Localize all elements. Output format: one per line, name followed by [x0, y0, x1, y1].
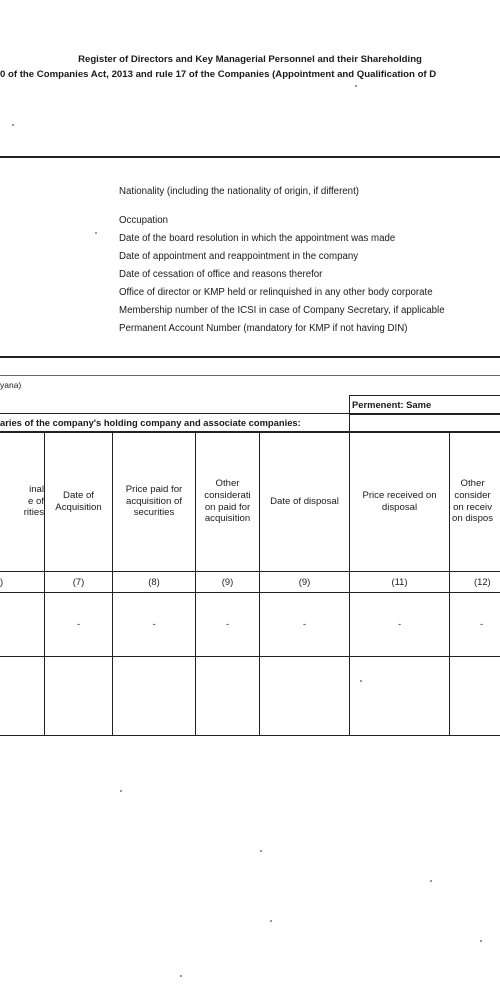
column-number: (11) [391, 576, 408, 588]
particular-pan: Permanent Account Number (mandatory for KMP if not having DIN) [119, 323, 408, 334]
column-header-other-consideration-paid: Other considerati on paid for acquisition [204, 477, 251, 525]
column-header-date-of-disposal: Date of disposal [270, 495, 339, 507]
table-border [0, 656, 500, 657]
register-subtitle: 0 of the Companies Act, 2013 and rule 17 of the Companies (Appointment and Qualification of D [0, 69, 437, 80]
column-header-other-consideration-received: Other consider on receiv on dispos [452, 477, 494, 525]
scan-speck [355, 85, 357, 87]
column-header-nominal-value: inal e of rities [23, 483, 44, 519]
column-number: (12) [474, 576, 491, 588]
address-fragment: yana) [0, 380, 22, 390]
column-number: (7) [72, 576, 85, 588]
column-number: (9) [221, 576, 234, 588]
register-title: Register of Directors and Key Managerial Personnel and their Shareholding [78, 54, 422, 65]
section-divider [0, 356, 500, 358]
table-cell: - [480, 618, 484, 630]
table-border [0, 592, 500, 593]
section-heading: aries of the company's holding company and associate companies: [0, 417, 301, 429]
particular-occupation: Occupation [119, 215, 169, 226]
scan-speck [180, 975, 182, 977]
scan-speck [430, 880, 432, 882]
table-border [0, 735, 500, 736]
table-cell: - [397, 618, 402, 630]
table-cell: - [302, 618, 307, 630]
table-cell: - [225, 618, 230, 630]
column-number: ) [0, 576, 4, 588]
section-divider [0, 156, 500, 158]
column-header-price-paid: Price paid for acquisition of securities [125, 483, 183, 519]
particular-board-resolution-date: Date of the board resolution in which the appointment was made [119, 233, 396, 244]
scan-speck [260, 850, 262, 852]
scan-speck [120, 790, 122, 792]
permanent-address: Permenent: Same [352, 399, 432, 411]
particular-icsi-membership: Membership number of the ICSI in case of Company Secretary, if applicable [119, 305, 445, 316]
particular-appointment-date: Date of appointment and reappointment in the company [119, 251, 359, 262]
table-cell: - [152, 618, 156, 630]
scan-speck [12, 124, 14, 126]
table-cell: - [76, 618, 81, 630]
particular-other-office: Office of director or KMP held or relinquished in any other body corporate [119, 287, 433, 298]
scan-speck [95, 232, 97, 234]
thin-divider [0, 375, 500, 376]
scan-speck [360, 680, 362, 682]
column-header-price-received: Price received on disposal [362, 489, 437, 513]
column-number: (8) [148, 576, 160, 588]
scan-speck [270, 920, 272, 922]
particular-nationality: Nationality (including the nationality of origin, if different) [119, 186, 359, 197]
column-number: (9) [298, 576, 311, 588]
scan-speck [480, 940, 482, 942]
particular-cessation-date: Date of cessation of office and reasons therefor [119, 269, 323, 280]
column-header-date-of-acquisition: Date of Acquisition [55, 489, 102, 513]
